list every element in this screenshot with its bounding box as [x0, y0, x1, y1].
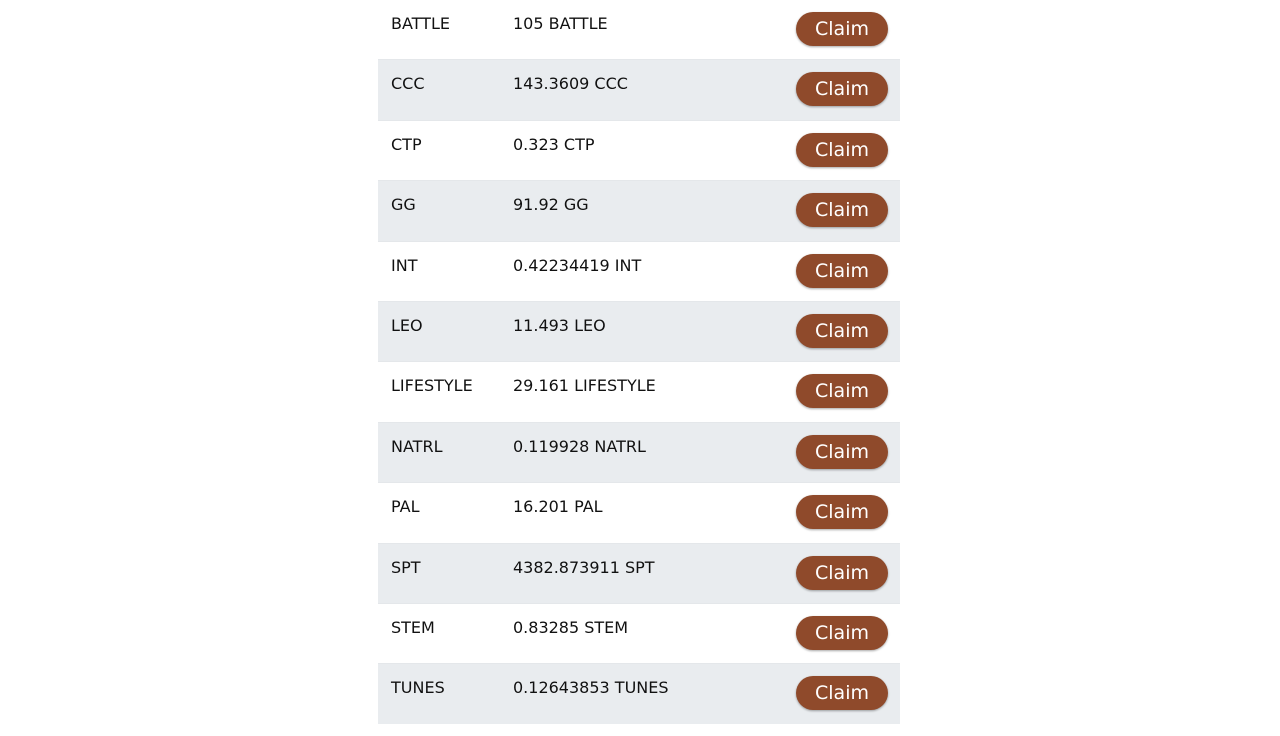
token-name: BATTLE [391, 14, 450, 33]
token-amount: 105 BATTLE [513, 14, 608, 33]
reward-row-lifestyle [378, 362, 900, 422]
reward-row-gg [378, 181, 900, 241]
token-amount: 143.3609 CCC [513, 74, 628, 94]
token-name: CTP [391, 134, 422, 154]
token-name: TUNES [391, 678, 445, 698]
reward-row-ccc [378, 60, 900, 120]
reward-row-ctp [378, 120, 900, 180]
claim-button-stem[interactable]: Claim [796, 616, 888, 650]
token-name: NATRL [391, 436, 443, 456]
reward-row-int [378, 241, 900, 301]
reward-row-battle [378, 0, 900, 60]
token-amount: 0.119928 NATRL [513, 436, 646, 456]
claim-button-ccc[interactable]: Claim [796, 72, 888, 106]
token-amount: 91.92 GG [513, 195, 589, 215]
token-name: LEO [391, 315, 423, 335]
token-amount: 0.323 CTP [513, 134, 595, 154]
rewards-table-body [378, 0, 900, 724]
token-name: SPT [391, 557, 421, 577]
claim-button-gg[interactable]: Claim [796, 193, 888, 227]
token-amount: 29.161 LIFESTYLE [513, 376, 656, 396]
token-amount: 11.493 LEO [513, 315, 606, 335]
reward-row-tunes [378, 664, 900, 724]
token-amount: 16.201 PAL [513, 497, 603, 517]
token-amount: 0.12643853 TUNES [513, 678, 669, 698]
claim-button-battle[interactable]: Claim [796, 12, 888, 46]
claim-button-spt[interactable]: Claim [796, 556, 888, 590]
rewards-table [378, 0, 900, 724]
token-amount: 0.42234419 INT [513, 255, 642, 275]
reward-row-spt [378, 543, 900, 603]
claim-button-pal[interactable]: Claim [796, 495, 888, 529]
claim-button-lifestyle[interactable]: Claim [796, 374, 888, 408]
reward-row-stem [378, 603, 900, 663]
token-name: LIFESTYLE [391, 376, 473, 396]
reward-row-pal [378, 483, 900, 543]
claim-button-tunes[interactable]: Claim [796, 676, 888, 710]
token-amount: 4382.873911 SPT [513, 557, 655, 577]
reward-row-leo [378, 301, 900, 361]
claim-button-int[interactable]: Claim [796, 254, 888, 288]
claim-button-ctp[interactable]: Claim [796, 133, 888, 167]
claim-button-leo[interactable]: Claim [796, 314, 888, 348]
claim-button-natrl[interactable]: Claim [796, 435, 888, 469]
token-name: CCC [391, 74, 425, 94]
reward-row-natrl [378, 422, 900, 482]
token-name: STEM [391, 617, 435, 637]
token-name: INT [391, 255, 418, 275]
token-name: GG [391, 195, 416, 215]
token-amount: 0.83285 STEM [513, 617, 629, 637]
token-name: PAL [391, 497, 420, 517]
